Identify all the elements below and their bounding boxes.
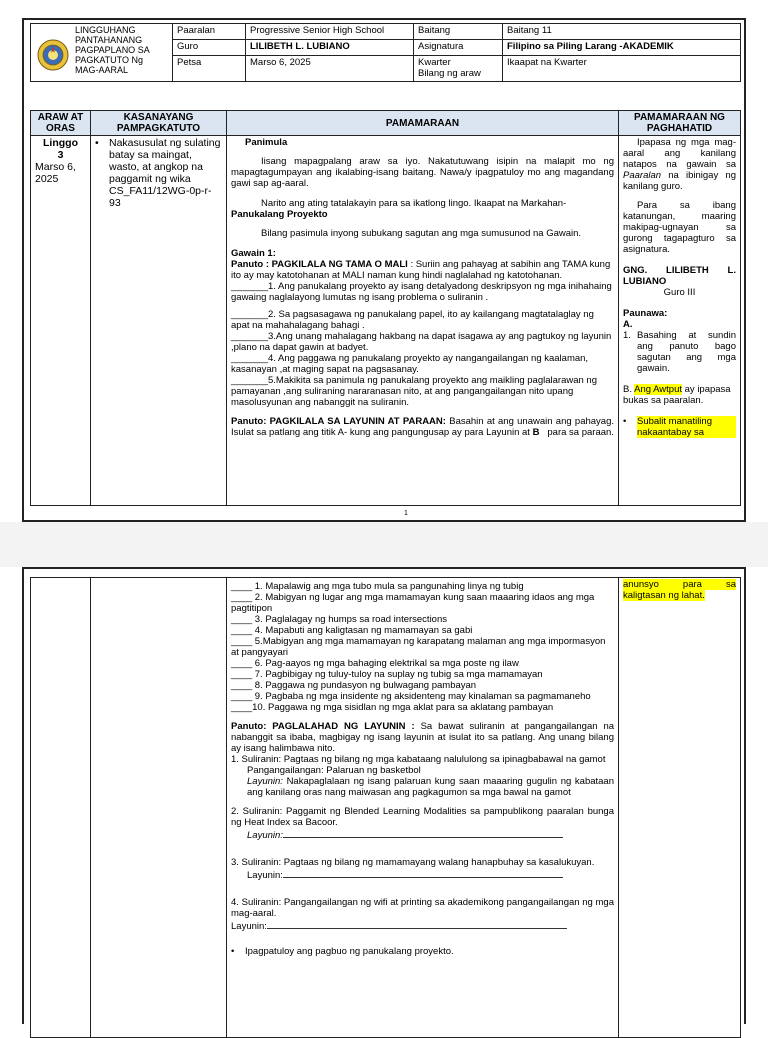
page-number: 1 <box>404 510 408 517</box>
paghahatid-cell-continued <box>619 578 741 1038</box>
question-3: 3. Suliranin: Pagtaas ng bilang ng mamamayang walang hanapbuhay sa kasalukuyan. <box>231 857 595 868</box>
kasanayan-code: CS_FA11/12WG-0p-r-93 <box>109 185 212 209</box>
question-3-goal: Layunin: <box>231 868 614 881</box>
deped-seal-icon <box>37 39 69 71</box>
lp-item-4: ____ 4. Mapabuti ang kaligtasan ng mamamayan sa gabi <box>231 625 473 636</box>
lp-item-10: ____10. Paggawa ng mga sisidlan ng mga aklat para sa aklatang pambayan <box>231 702 554 713</box>
paunawa-heading: Paunawa: <box>623 308 668 319</box>
question-2: 2. Suliranin: Paggamit ng Blended Learning Modalities sa pampublikong paaralan bunga ng Heat Index sa Bacoor. <box>231 806 614 828</box>
araw-date: Marso 6, 2025 <box>35 161 76 185</box>
header-araw: ARAW AT ORAS <box>31 111 91 136</box>
tatalakayin-paragraph: Narito ang ating tatalakayin para sa ikatlong lingo. Ikaapat na Markahan- <box>261 198 567 209</box>
page-1 <box>22 18 746 522</box>
paaralan-value: Progressive Senior High School <box>246 24 414 40</box>
guro-value: LILIBETH L. LUBIANO <box>246 40 414 56</box>
page-gap <box>0 522 768 567</box>
question-1-goal: Layunin: Nakapaglalaan ng isang palaruan kung saan maaaring gugulin ng kabataan ang kanilang oras nang maiwasan ang pagkagumon sa mga bawal na gamot <box>247 776 614 798</box>
baitang-label: Baitang <box>414 24 503 40</box>
document-title: LINGGUHANG PANTAHANANG PAGPAPLANO SA PAGKATUTO Ng MAG-AARAL <box>75 25 150 75</box>
guro-label: Guro <box>173 40 246 56</box>
araw-cell-empty <box>31 578 91 1038</box>
question-4-goal: Layunin: <box>231 919 614 932</box>
lp-item-7: ____ 7. Pagbibigay ng tuluy-tuloy na suplay ng tubig sa mga mamamayan <box>231 669 543 680</box>
lesson-table-continued <box>30 577 741 1038</box>
lp-item-8: ____ 8. Paggawa ng pundasyon ng bulwagang pambayan <box>231 680 477 691</box>
header-paghahatid: PAMAMARAAN NG PAGHAHATID <box>619 111 741 136</box>
kwarter-cell <box>414 56 503 82</box>
paunawa-a: A. <box>623 319 633 330</box>
panimula-heading: Panimula <box>245 137 288 148</box>
panimula-paragraph: Iisang mapagpalang araw sa iyo. Nakatutuwang isipin na malapit mo ng mapagtagumpayan ang ikalabing-isang baitang. Nawa/y ipagpatuloy mo ang magandang gawi sap ag-aaral. <box>231 156 614 189</box>
asignatura-value: Filipino sa Piling Larang -AKADEMIK <box>503 40 741 56</box>
kwarter-value: Ikaapat na Kwarter <box>503 56 741 82</box>
anunsyo-highlight: anunsyo para sa kaligtasan ng lahat. <box>623 579 736 601</box>
item-4: _______4. Ang paggawa ng panukalang proyekto ay nangangailangan ng kaalaman, kasanayan ,at maging sapat na pagsasanay. <box>231 353 589 375</box>
answer-line[interactable] <box>283 828 563 838</box>
answer-line[interactable] <box>283 868 563 878</box>
lp-item-6: ____ 6. Pag-aayos ng mga bahaging elektrikal sa mga poste ng ilaw <box>231 658 519 669</box>
paunawa-bullet: • Subalit manatiling nakaantabay sa <box>623 416 736 438</box>
lp-item-5: ____ 5.Mabigyan ang mga mamamayan ng karapatang malaman ang mga impormasyon at pangyayari <box>231 636 606 658</box>
header-kasanayan: KASANAYANG PAMPAGKATUTO <box>91 111 227 136</box>
lesson-table <box>30 110 741 506</box>
pasimula-paragraph: Bilang pasimula inyong subukang sagutan ang mga sumusunod na Gawain. <box>261 228 582 239</box>
kasanayan-text: Nakasusulat ng sulating batay sa maingat, wasto, at angkop na paggamit ng wika <box>109 137 221 185</box>
topic-title: Panukalang Proyekto <box>231 209 328 220</box>
araw-linggo: Linggo <box>43 137 78 149</box>
item-3: _______3.Ang unang mahalagang hakbang na dapat isagawa ay ang pagtukoy ng layunin ,plano na dapat gawin at badyet. <box>231 331 612 353</box>
panuto-paglalahad: Panuto: PAGLALAHAD NG LAYUNIN : Sa bawat suliranin at pangangailangan na nabanggit sa ibaba, magbigay ng isang layunin at isulat ito sa patlang. Ang unang bilang ay isang halimbawa nito. <box>231 721 615 754</box>
continue-bullet: • Ipagpatuloy ang pagbuo ng panukalang proyekto. <box>231 946 454 957</box>
pamamaraan-cell-continued <box>227 578 619 1038</box>
lp-item-3: ____ 3. Paglalagay ng humps sa road intersections <box>231 614 447 625</box>
answer-line[interactable] <box>267 919 567 929</box>
bullet-icon: • <box>231 946 235 957</box>
araw-cell <box>31 136 91 506</box>
panuto-layunin-paraan: Panuto: PAGKILALA SA LAYUNIN AT PARAAN: Basahin at ang unawain ang pahayag. Isulat sa patlang ang titik A- kung ang pangungusap ay para Layunin at B para sa paraan. <box>231 416 615 438</box>
bilang-label: Bilang ng araw <box>418 68 481 79</box>
paghahatid-cell <box>619 136 741 506</box>
lp-item-2: ____ 2. Mabigyan ng lugar ang mga mamamayan kung saan maaaring idaos ang mga pagtitipon <box>231 592 595 614</box>
gawain-heading: Gawain 1: <box>231 248 276 259</box>
petsa-value: Marso 6, 2025 <box>246 56 414 82</box>
question-1: 1. Suliranin: Pagtaas ng bilang ng mga kabataang nalululong sa ipinagbabawal na gamot <box>231 754 606 765</box>
paunawa-b: B. Ang Awtput ay ipapasa bukas sa paaralan. <box>623 384 731 406</box>
question-2-goal: Layunin: <box>231 828 614 841</box>
katanungan-paragraph: Para sa ibang katanungan, maaring makipag-ugnayan sa gurong tagapagturo sa asignatura. <box>623 200 736 255</box>
kasanayan-cell-empty <box>91 578 227 1038</box>
question-4: 4. Suliranin: Pangangailangan ng wifi at printing sa akademikong pangangailangan ng mga mag-aaral. <box>231 897 614 919</box>
asignatura-label: Asignatura <box>414 40 503 56</box>
bullet-icon: • <box>623 416 627 427</box>
signature-role: Guro III <box>663 287 696 298</box>
lp-item-1: ____ 1. Mapalawig ang mga tubo mula sa pangunahing linya ng tubig <box>231 581 524 592</box>
kwarter-label: Kwarter <box>418 57 451 68</box>
item-2: _______2. Sa pagsasagawa ng panukalang papel, ito ay kailangang magtatalaglay ng apat na mahahalagang bahagi . <box>231 309 594 331</box>
signature-name: GNG. LILIBETH L. LUBIANO <box>623 265 736 287</box>
pamamaraan-cell <box>227 136 619 506</box>
lp-item-9: ____ 9. Pagbaba ng mga insidente ng aksidenteng may kinalaman sa pagmamaneho <box>231 691 591 702</box>
paunawa-item-1: 1. Basahing at sundin ang panuto bago sagutan ang mga gawain. <box>623 330 736 374</box>
petsa-label: Petsa <box>173 56 246 82</box>
header-pamamaraan: PAMAMARAAN <box>227 111 619 136</box>
kasanayan-cell <box>91 136 227 506</box>
question-1-need: Pangangailangan: Palaruan ng basketbol <box>247 765 421 776</box>
panuto-tama-mali: Panuto : PAGKILALA NG TAMA O MALI : Suriin ang pahayag at sabihin ang TAMA kung ito ay may katotohanan at MALI naman kung hindi naglalahad ng katotohanan. <box>231 259 611 281</box>
item-5: _______5.Makikita sa panimula ng panukalang proyekto ang maikling paglalarawan ng pamayanan ,ang suliraning nararanasan nito, at ang pangangailangan nito upang masolusyunan ang nabanggit na suliranin. <box>231 375 597 408</box>
header-table <box>30 23 741 82</box>
bullet-icon: • <box>95 137 99 149</box>
kasanayan-bullet-item <box>95 137 222 209</box>
araw-number: 3 <box>57 149 64 161</box>
ipapasa-paragraph: Ipapasa ng mga mag-aaral ang kanilang natapos na gawain sa Paaralan na ibinigay ng kanilang guro. <box>623 137 736 192</box>
title-cell <box>31 24 173 82</box>
baitang-value: Baitang 11 <box>503 24 741 40</box>
paaralan-label: Paaralan <box>173 24 246 40</box>
item-1: _______1. Ang panukalang proyekto ay isang detalyadong deskripsyon ng mga inihahaing gawaing naglalayong lumutas ng isang problema o suliranin . <box>231 281 612 303</box>
layunin-paraan-list <box>231 581 614 713</box>
page-2 <box>22 567 746 1024</box>
